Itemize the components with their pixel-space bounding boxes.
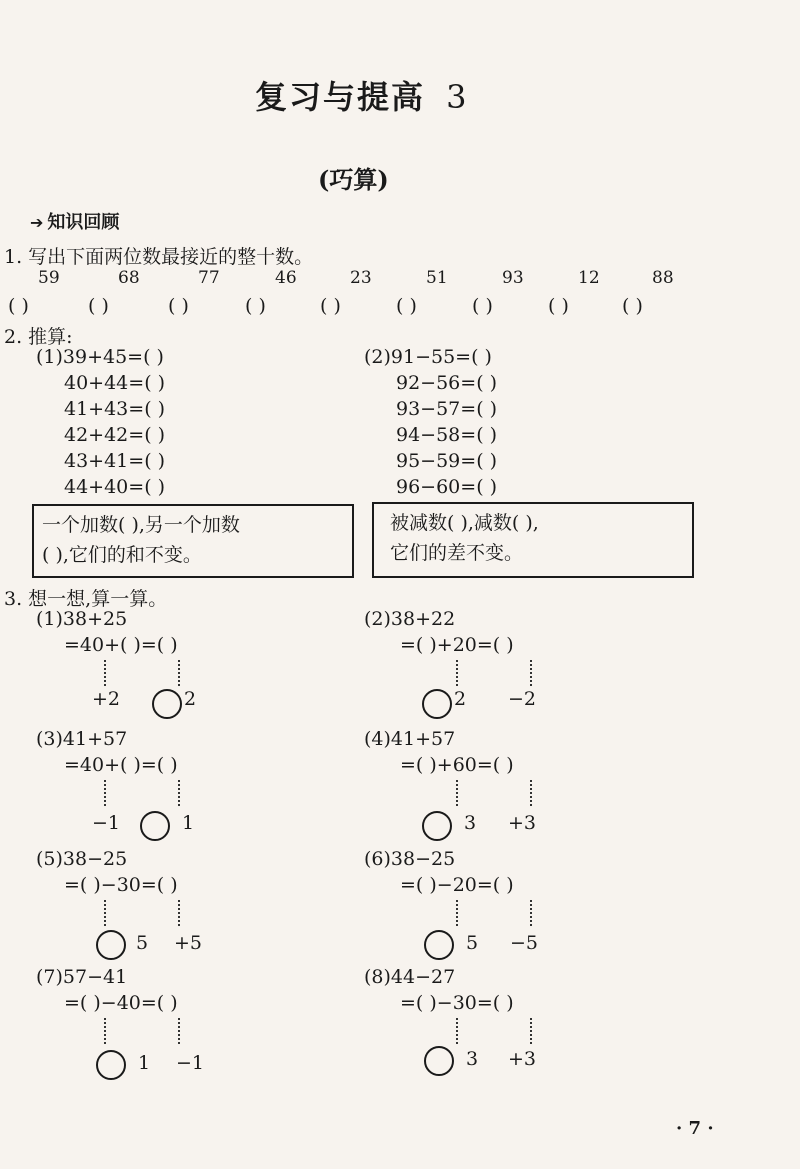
dotted-guide: [178, 1018, 180, 1044]
q3-step: =( )+20=( ): [400, 634, 514, 656]
circle-answer-blank[interactable]: [422, 811, 452, 841]
q3-right-mark: +5: [174, 932, 203, 954]
q3-left-mark: 2: [454, 688, 467, 710]
q3-step: =40+( )=( ): [64, 634, 178, 656]
q3-expression: (2)38+22: [364, 608, 456, 630]
q3-step: =( )−30=( ): [64, 874, 178, 896]
section-header-review: [30, 208, 119, 234]
dotted-guide: [456, 780, 458, 806]
q1-answer-blank[interactable]: ( ): [168, 295, 189, 317]
dotted-guide: [104, 780, 106, 806]
q3-expression: (7)57−41: [36, 966, 128, 988]
circle-answer-blank[interactable]: [424, 930, 454, 960]
q2-right-line: 96−60=( ): [396, 476, 498, 498]
q2-left-line: 44+40=( ): [64, 476, 166, 498]
q3-step: =( )−30=( ): [400, 992, 514, 1014]
section-label: 知识回顾: [47, 212, 120, 233]
q2-left-line: 41+43=( ): [64, 398, 166, 420]
q3-left-mark: 1: [138, 1052, 151, 1074]
q1-answer-blank[interactable]: ( ): [396, 295, 417, 317]
q2-left-line: 42+42=( ): [64, 424, 166, 446]
q1-answer-blank[interactable]: ( ): [88, 295, 109, 317]
q3-expression: (3)41+57: [36, 728, 128, 750]
circle-answer-blank[interactable]: [140, 811, 170, 841]
page-subtitle: (巧算): [318, 165, 389, 194]
q3-right-mark: −1: [176, 1052, 205, 1074]
circle-answer-blank[interactable]: [422, 689, 452, 719]
q1-number: 12: [578, 268, 600, 288]
q3-left-mark: −1: [92, 812, 121, 834]
title-number: 3: [446, 78, 469, 116]
q3-expression: (6)38−25: [364, 848, 456, 870]
q2-left-line: (1)39+45=( ): [36, 346, 164, 368]
q3-step: =( )+60=( ): [400, 754, 514, 776]
q1-number: 51: [426, 268, 448, 288]
dotted-guide: [530, 900, 532, 926]
page-title: [255, 72, 469, 118]
dotted-guide: [178, 900, 180, 926]
q2-rule-box-left: [32, 504, 354, 578]
q1-answer-blank[interactable]: ( ): [8, 295, 29, 317]
q3-right-mark: +3: [508, 812, 537, 834]
q3-right-mark: 1: [182, 812, 195, 834]
q1-number: 46: [275, 268, 297, 288]
dotted-guide: [456, 900, 458, 926]
q3-right-mark: −2: [508, 688, 537, 710]
q3-left-mark: +2: [92, 688, 121, 710]
q3-left-mark: 3: [466, 1048, 479, 1070]
q1-number: 68: [118, 268, 140, 288]
q3-left-mark: 3: [464, 812, 477, 834]
circle-answer-blank[interactable]: [96, 930, 126, 960]
question-3-text: 3. 想一想,算一算。: [4, 588, 168, 610]
q3-expression: (5)38−25: [36, 848, 128, 870]
q3-expression: (1)38+25: [36, 608, 128, 630]
q1-number: 77: [198, 268, 220, 288]
q3-right-mark: 2: [184, 688, 197, 710]
q1-answer-blank[interactable]: ( ): [245, 295, 266, 317]
q2-right-line: 93−57=( ): [396, 398, 498, 420]
q3-left-mark: 5: [136, 932, 149, 954]
dotted-guide: [178, 660, 180, 686]
q1-answer-blank[interactable]: ( ): [320, 295, 341, 317]
dotted-guide: [530, 1018, 532, 1044]
question-1-text: 1. 写出下面两位数最接近的整十数。: [4, 246, 314, 268]
q1-number: 23: [350, 268, 372, 288]
title-text: 复习与提高: [255, 78, 426, 116]
arrow-icon: ➔: [30, 213, 44, 232]
q3-expression: (4)41+57: [364, 728, 456, 750]
dotted-guide: [530, 660, 532, 686]
question-2-text: 2. 推算:: [4, 326, 73, 348]
q3-right-mark: −5: [510, 932, 539, 954]
dotted-guide: [456, 1018, 458, 1044]
q3-step: =( )−20=( ): [400, 874, 514, 896]
rule-right-line2: 它们的差不变。: [390, 542, 524, 564]
q1-number: 93: [502, 268, 524, 288]
circle-answer-blank[interactable]: [96, 1050, 126, 1080]
dotted-guide: [530, 780, 532, 806]
circle-answer-blank[interactable]: [424, 1046, 454, 1076]
q3-expression: (8)44−27: [364, 966, 456, 988]
page-number: · 7 ·: [676, 1118, 714, 1139]
circle-answer-blank[interactable]: [152, 689, 182, 719]
q3-step: =( )−40=( ): [64, 992, 178, 1014]
dotted-guide: [104, 660, 106, 686]
q2-left-line: 43+41=( ): [64, 450, 166, 472]
q3-step: =40+( )=( ): [64, 754, 178, 776]
q1-answer-blank[interactable]: ( ): [472, 295, 493, 317]
q2-left-line: 40+44=( ): [64, 372, 166, 394]
q3-left-mark: 5: [466, 932, 479, 954]
q2-right-line: 94−58=( ): [396, 424, 498, 446]
q1-number: 88: [652, 268, 674, 288]
rule-right-line1: 被减数( ),减数( ),: [390, 512, 539, 534]
dotted-guide: [178, 780, 180, 806]
rule-left-line1: 一个加数( ),另一个加数: [42, 514, 240, 536]
q2-right-line: 95−59=( ): [396, 450, 498, 472]
dotted-guide: [456, 660, 458, 686]
q2-rule-box-right: [372, 502, 694, 578]
q1-number: 59: [38, 268, 60, 288]
rule-left-line2: ( ),它们的和不变。: [42, 544, 202, 566]
dotted-guide: [104, 900, 106, 926]
q1-answer-blank[interactable]: ( ): [622, 295, 643, 317]
q1-answer-blank[interactable]: ( ): [548, 295, 569, 317]
dotted-guide: [104, 1018, 106, 1044]
q3-right-mark: +3: [508, 1048, 537, 1070]
q2-right-line: 92−56=( ): [396, 372, 498, 394]
q2-right-line: (2)91−55=( ): [364, 346, 492, 368]
